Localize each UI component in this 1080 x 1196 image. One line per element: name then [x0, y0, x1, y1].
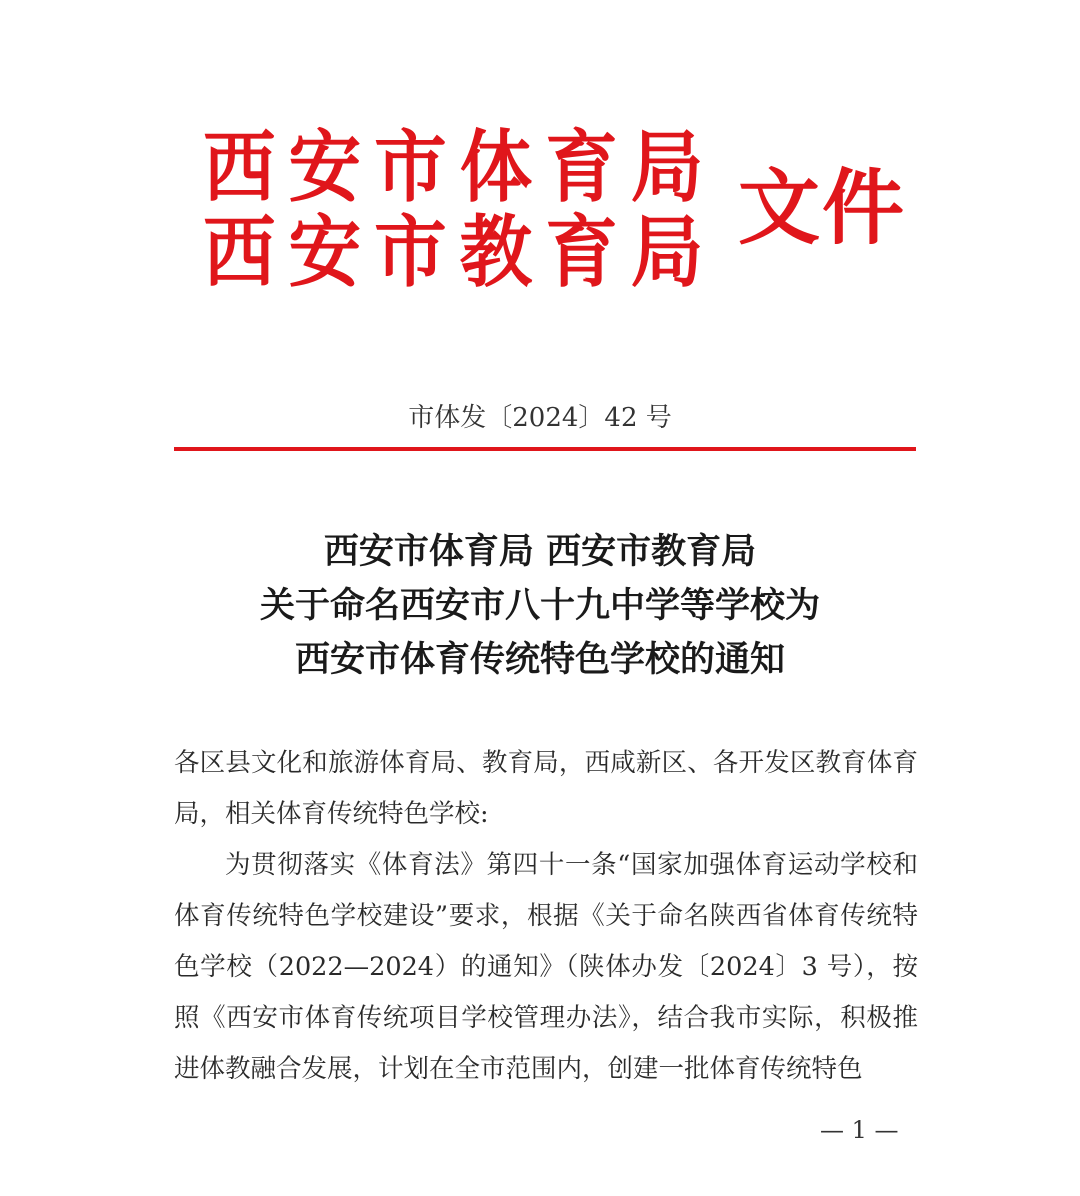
document-number: 市体发〔2024〕42 号: [408, 403, 672, 433]
title-line-2: 关于命名西安市八十九中学等学校为: [259, 585, 820, 626]
masthead-issuer-education-bureau: 西安市教育局: [203, 207, 717, 298]
title-line-1: 西安市体育局 西安市教育局: [323, 531, 757, 572]
document-body: [174, 738, 918, 1095]
addressee-paragraph: 各区县文化和旅游体育局、教育局，西咸新区、各开发区教育体育局，相关体育传统特色学校:: [174, 748, 918, 829]
masthead-document-label: 文件: [738, 160, 907, 256]
body-paragraph-1: 为贯彻落实《体育法》第四十一条“国家加强体育运动学校和体育传统特色学校建设”要求，根据《关于命名陕西省体育传统特色学校（2022—2024）的通知》（陕体办发〔2024〕3 号），按照《西安市体育传统项目学校管理办法》，结合我市实际，积极推进体教融合发展，计划在全市范围内，创建一批体育传统特色: [174, 850, 918, 1084]
masthead-issuer-sports-bureau: 西安市体育局: [203, 122, 717, 213]
page-number: — 1 —: [820, 1116, 899, 1144]
title-line-3: 西安市体育传统特色学校的通知: [294, 639, 785, 680]
red-divider-line: [174, 447, 916, 451]
document-title: [0, 525, 1080, 687]
